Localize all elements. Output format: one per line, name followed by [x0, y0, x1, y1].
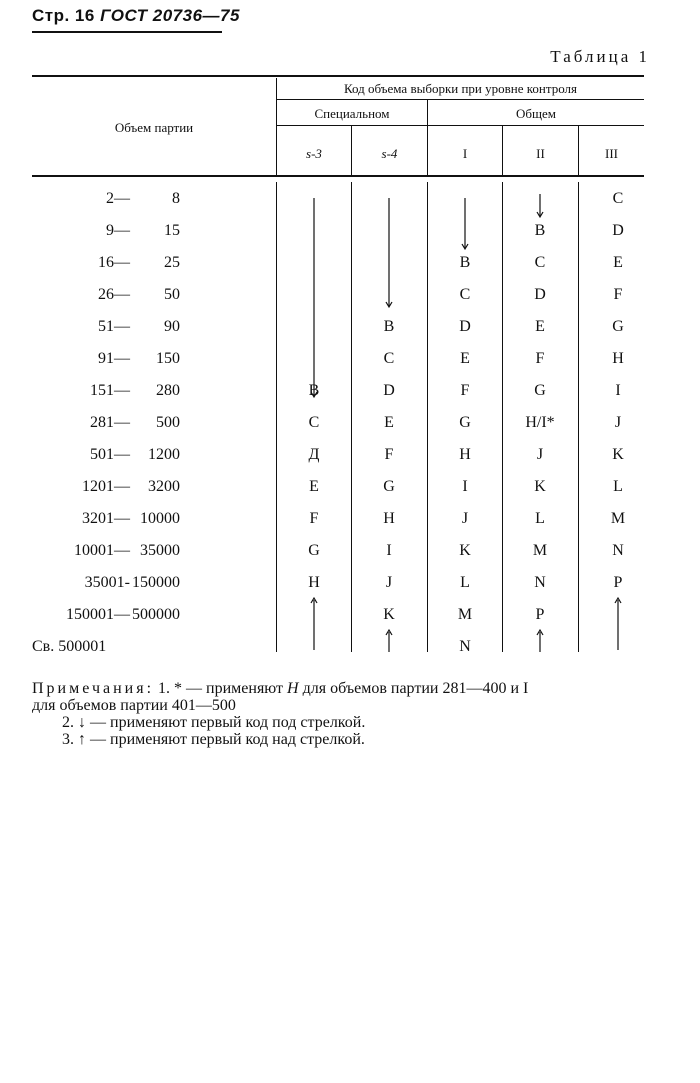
code-cell-g3: L	[613, 478, 623, 495]
code-cell-s3: Д	[308, 446, 320, 463]
code-cell-s4: F	[384, 446, 394, 463]
code-cell-g3: J	[614, 414, 622, 431]
lot-size-to: 8	[172, 190, 180, 207]
header-s4: s-4	[381, 146, 398, 161]
code-cell-s3: C	[308, 414, 320, 431]
code-cell-g1: I	[462, 478, 468, 495]
lot-size-from: 16—	[98, 254, 130, 271]
code-cell-g1: G	[459, 414, 471, 431]
note-1: Примечания: 1. * — применяют H для объемов партии 281—400 и I	[32, 680, 529, 697]
code-cell-g3: E	[613, 254, 623, 271]
code-cell-s3: E	[309, 478, 319, 495]
code-cell-g3: G	[612, 318, 624, 335]
code-cell-g1: J	[461, 510, 469, 527]
header-general: Общем	[515, 106, 556, 121]
code-cell-g3: K	[612, 446, 624, 463]
code-cell-s3: B	[308, 382, 320, 399]
lot-size-to: 3200	[148, 478, 180, 495]
lot-size-to: 25	[164, 254, 180, 271]
lot-size-from: 150001—	[66, 606, 130, 623]
code-cell-s4: D	[383, 382, 395, 399]
lot-size-from: 10001—	[74, 542, 130, 559]
lot-size-from: 501—	[90, 446, 130, 463]
code-cell-s4: K	[383, 606, 395, 623]
header-g2: II	[536, 146, 545, 161]
code-cell-g1: N	[459, 638, 471, 655]
lot-size-label: Св. 500001	[32, 638, 107, 655]
lot-size-to: 10000	[140, 510, 180, 527]
code-cell-g1: H	[459, 446, 471, 463]
code-cell-s4: J	[385, 574, 393, 591]
code-cell-g1: E	[460, 350, 470, 367]
header-lot-size: Объем партии	[114, 120, 194, 135]
code-cell-g2: G	[534, 382, 546, 399]
lot-size-to: 35000	[140, 542, 180, 559]
lot-size-to: 15	[164, 222, 180, 239]
code-cell-g1: M	[457, 606, 473, 623]
standard-number: ГОСТ 20736—75	[100, 6, 240, 25]
code-cell-g2: L	[535, 510, 545, 527]
code-cell-g2: C	[534, 254, 546, 271]
code-cell-s3: H	[308, 574, 320, 591]
lot-size-from: 1201—	[82, 478, 130, 495]
code-cell-g3: N	[612, 542, 624, 559]
lot-size-from: 26—	[98, 286, 130, 303]
lot-size-to: 150000	[132, 574, 180, 591]
code-cell-g2: H/I*	[525, 414, 555, 431]
code-cell-s4: G	[383, 478, 395, 495]
lot-size-to: 50	[164, 286, 180, 303]
lot-size-to: 500000	[132, 606, 180, 623]
code-cell-g1: B	[459, 254, 471, 271]
header-code: Код объема выборки при уровне контроля	[344, 81, 577, 96]
code-cell-s4: H	[383, 510, 395, 527]
header-special: Специальном	[314, 106, 390, 121]
table-label: Таблица 1	[550, 47, 650, 66]
lot-size-from: 2—	[106, 190, 130, 207]
code-cell-g1: K	[459, 542, 471, 559]
code-cell-s4: B	[383, 318, 395, 335]
code-cell-s3: F	[309, 510, 319, 527]
code-cell-g2: M	[532, 542, 548, 559]
code-cell-g2: D	[534, 286, 546, 303]
header-s3: s-3	[306, 146, 322, 161]
code-cell-s3: G	[308, 542, 320, 559]
code-cell-g3: H	[612, 350, 624, 367]
code-cell-g3: P	[613, 574, 623, 591]
code-cell-s4: E	[384, 414, 394, 431]
code-cell-g1: C	[459, 286, 471, 303]
code-cell-g2: N	[534, 574, 546, 591]
note-2: 2. ↓ — применяют первый код под стрелкой.	[62, 714, 366, 731]
page-number: Стр. 16	[32, 6, 95, 25]
header-g3: III	[605, 146, 618, 161]
lot-size-to: 90	[164, 318, 180, 335]
code-cell-g2: P	[535, 606, 545, 623]
lot-size-to: 150	[156, 350, 180, 367]
code-cell-s4: I	[386, 542, 392, 559]
code-cell-g2: B	[534, 222, 546, 239]
lot-size-from: 151—	[90, 382, 130, 399]
code-cell-g3: D	[612, 222, 624, 239]
lot-size-from: 3201—	[82, 510, 130, 527]
lot-size-from: 281—	[90, 414, 130, 431]
lot-size-from: 35001-	[84, 574, 130, 591]
note-1-cont: для объемов партии 401—500	[32, 697, 236, 714]
lot-size-from: 9—	[106, 222, 130, 239]
header-g1: I	[462, 146, 468, 161]
code-cell-g2: E	[535, 318, 545, 335]
code-cell-g1: F	[460, 382, 470, 399]
code-cell-g2: F	[535, 350, 545, 367]
lot-size-to: 280	[156, 382, 180, 399]
lot-size-to: 1200	[148, 446, 180, 463]
code-cell-g1: L	[460, 574, 470, 591]
code-cell-g1: D	[459, 318, 471, 335]
lot-size-to: 500	[156, 414, 180, 431]
code-cell-g3: C	[612, 190, 624, 207]
lot-size-from: 51—	[98, 318, 130, 335]
code-cell-s4: C	[383, 350, 395, 367]
code-cell-g3: I	[615, 382, 621, 399]
code-cell-g2: J	[536, 446, 544, 463]
note-3: 3. ↑ — применяют первый код над стрелкой.	[62, 731, 365, 748]
code-cell-g3: F	[613, 286, 623, 303]
code-cell-g3: M	[610, 510, 626, 527]
lot-size-from: 91—	[98, 350, 130, 367]
code-cell-g2: K	[534, 478, 546, 495]
